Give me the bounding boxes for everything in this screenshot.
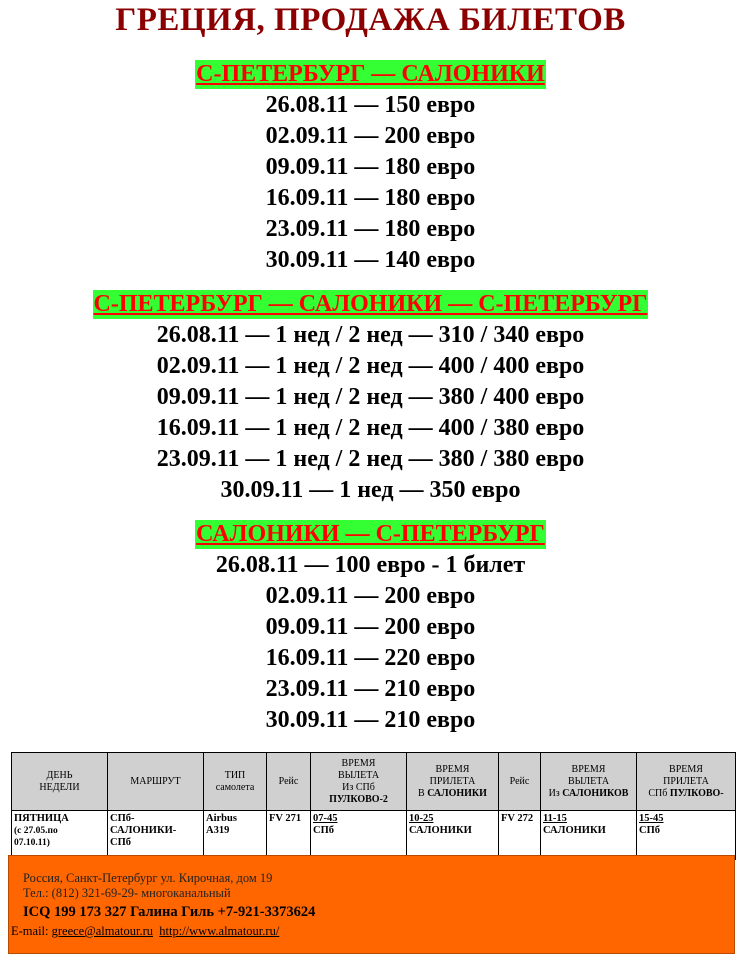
price-list-thessaloniki-spb [0,550,741,736]
cell-arrival-thessaloniki: 10-25 САЛОНИКИ [407,811,499,860]
section-heading-spb-thessaloniki [0,60,741,89]
price-line: 26.08.11 — 150 евро [265,92,476,118]
price-line: 30.09.11 — 210 евро [265,707,476,733]
price-line: 02.09.11 — 200 евро [265,123,476,149]
website-link[interactable]: http://www.almatour.ru/ [159,924,280,938]
price-line: 23.09.11 — 210 евро [265,676,476,702]
section-heading-text: САЛОНИКИ — С-ПЕТЕРБУРГ [196,521,545,547]
price-list-spb-thessaloniki [0,90,741,276]
section-heading-text: С-ПЕТЕРБУРГ — САЛОНИКИ [196,61,545,87]
cell-departure-thessaloniki: 11-15 САЛОНИКИ [541,811,637,860]
header-day: ДЕНЬ НЕДЕЛИ [12,753,108,811]
phone-text: Тел.: (812) 321-69-29- многоканальный [23,886,231,900]
section-heading-round-trip [0,290,741,319]
table-row [12,811,736,860]
cell-departure-spb: 07-45 СПб [311,811,407,860]
price-line: 26.08.11 — 100 евро - 1 билет [215,552,526,578]
price-line: 16.09.11 — 180 евро [265,185,476,211]
header-departure-thessaloniki: ВРЕМЯ ВЫЛЕТА Из САЛОНИКОВ [541,753,637,811]
header-departure-spb: ВРЕМЯ ВЫЛЕТА Из СПб ПУЛКОВО-2 [311,753,407,811]
price-line: 02.09.11 — 200 евро [265,583,476,609]
icq-contact-text: ICQ 199 173 327 Галина Гиль +7-921-3373624 [23,904,316,920]
header-route: МАРШРУТ [108,753,204,811]
price-list-round-trip [0,320,741,506]
price-line: 30.09.11 — 1 нед — 350 евро [220,477,521,503]
email-label: E-mail: [11,924,52,938]
price-line: 26.08.11 — 1 нед / 2 нед — 310 / 340 евро [156,322,585,348]
header-arrival-thessaloniki: ВРЕМЯ ПРИЛЕТА В САЛОНИКИ [407,753,499,811]
address-text: Россия, Санкт-Петербург ул. Кирочная, дом 19 [23,871,273,885]
price-line: 09.09.11 — 200 евро [265,614,476,640]
flight-schedule-table [11,752,736,860]
section-heading-thessaloniki-spb [0,520,741,549]
cell-aircraft-type: Airbus A319 [204,811,267,860]
header-arrival-spb: ВРЕМЯ ПРИЛЕТА СПб ПУЛКОВО- [637,753,736,811]
header-aircraft-type: ТИП самолета [204,753,267,811]
email-link[interactable]: greece@almatour.ru [51,924,154,938]
cell-day: ПЯТНИЦА (с 27.05.по 07.10.11) [12,811,108,860]
section-heading-text: С-ПЕТЕРБУРГ — САЛОНИКИ — С-ПЕТЕРБУРГ [93,291,648,317]
cell-flight-return: FV 272 [499,811,541,860]
cell-route: СПб- САЛОНИКИ- СПб [108,811,204,860]
price-line: 23.09.11 — 1 нед / 2 нед — 380 / 380 евро [156,446,585,472]
price-line: 16.09.11 — 1 нед / 2 нед — 400 / 380 евро [156,415,585,441]
header-flight: Рейс [267,753,311,811]
cell-arrival-spb: 15-45 СПб [637,811,736,860]
price-line: 30.09.11 — 140 евро [265,247,476,273]
contact-footer [8,855,735,954]
cell-flight: FV 271 [267,811,311,860]
email-website-line [11,924,279,939]
price-line: 16.09.11 — 220 евро [265,645,476,671]
page-title: ГРЕЦИЯ, ПРОДАЖА БИЛЕТОВ [115,2,626,38]
price-line: 09.09.11 — 180 евро [265,154,476,180]
price-line: 23.09.11 — 180 евро [265,216,476,242]
table-header-row [12,753,736,811]
price-line: 09.09.11 — 1 нед / 2 нед — 380 / 400 евро [156,384,585,410]
header-flight-return: Рейс [499,753,541,811]
price-line: 02.09.11 — 1 нед / 2 нед — 400 / 400 евро [156,353,585,379]
